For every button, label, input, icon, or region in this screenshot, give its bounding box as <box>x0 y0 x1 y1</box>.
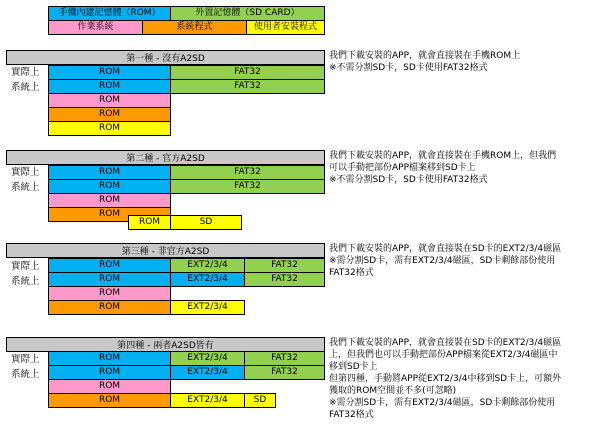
section-4-description: 我們下載安裝的APP，就會直接裝在SD卡的EXT2/3/4磁區 上，但我們也可以手動把部份APP檔案從EXT2/3/4磁區中 移到SD卡上 但第四種，手動將APP從EXT2/3/4中移到SD卡上，可額外 獲取的ROM空間並不多(可忽略) ※需分割SD卡，需有EXT2/3/4磁區，SD卡剩餘部份使用 FAT32格式 <box>329 338 562 420</box>
section-3-description: 我們下載安裝的APP，就會直接裝在SD卡的EXT2/3/4磁區 ※需分割SD卡，需有EXT2/3/4磁區，SD卡剩餘部份使用 FAT32格式 <box>329 244 562 278</box>
rom-actual-4: ROM <box>48 351 171 366</box>
legend-user-program: 使用者安裝程式 <box>246 20 325 35</box>
rom-actual-2: ROM <box>48 165 171 180</box>
rom-system-prog-1: ROM <box>48 107 171 122</box>
ext-system-4: EXT2/3/4 <box>170 365 245 380</box>
section-1-title: 第一種 - 沒有A2SD <box>6 50 325 65</box>
legend-external-memory: 外置記憶體（SD CARD） <box>170 6 325 21</box>
fat32-actual-2: FAT32 <box>170 165 325 180</box>
ext-actual-4: EXT2/3/4 <box>170 351 245 366</box>
rom-os-3: ROM <box>48 286 171 301</box>
fat32-actual-4: FAT32 <box>244 351 325 366</box>
label-system: 系統上 <box>11 82 40 93</box>
label-system: 系統上 <box>11 276 40 287</box>
sd-user-prog-4: SD <box>244 393 276 408</box>
fat32-actual-3: FAT32 <box>244 258 325 273</box>
section-3-title: 第三種 - 非官方A2SD <box>6 243 325 258</box>
label-actual: 實際上 <box>11 167 40 178</box>
legend-system-program: 系統程式 <box>142 20 247 35</box>
rom-system-1: ROM <box>48 79 171 94</box>
label-actual: 實際上 <box>11 261 40 272</box>
section-1-description: 我們下載安裝的APP，就會直接裝在手機ROM上 ※不需分割SD卡，SD卡使用FAT32格式 <box>329 51 521 73</box>
sd-user-prog-2: SD <box>170 215 242 230</box>
label-system: 系統上 <box>11 182 40 193</box>
label-actual: 實際上 <box>11 354 40 365</box>
rom-system-prog-4: ROM <box>48 393 171 408</box>
section-2-description: 我們下載安裝的APP，就會直接裝在手機ROM上，但我們 可以手動把部份APP檔案移到SD卡上 ※不需分割SD卡，SD卡使用FAT32格式 <box>329 151 557 185</box>
fat32-actual-1: FAT32 <box>170 65 325 80</box>
section-4-title: 第四種 - 兩者A2SD皆有 <box>6 337 325 352</box>
fat32-system-4: FAT32 <box>244 365 325 380</box>
ext-actual-3: EXT2/3/4 <box>170 258 245 273</box>
label-system: 系統上 <box>11 369 40 380</box>
rom-os-1: ROM <box>48 93 171 108</box>
rom-user-prog-2: ROM <box>128 215 171 230</box>
rom-user-prog-1: ROM <box>48 121 171 136</box>
ext-system-3: EXT2/3/4 <box>170 272 245 287</box>
legend-internal-memory: 手機內建記憶體（ROM） <box>48 6 171 21</box>
label-actual: 實際上 <box>11 67 40 78</box>
fat32-system-1: FAT32 <box>170 79 325 94</box>
rom-system-3: ROM <box>48 272 171 287</box>
rom-system-prog-2: ROM <box>48 207 171 222</box>
fat32-system-2: FAT32 <box>170 179 325 194</box>
rom-system-2: ROM <box>48 179 171 194</box>
rom-actual-1: ROM <box>48 65 171 80</box>
rom-actual-3: ROM <box>48 258 171 273</box>
section-2-title: 第二種 - 官方A2SD <box>6 150 325 165</box>
ext-user-prog-3: EXT2/3/4 <box>170 300 245 315</box>
fat32-system-3: FAT32 <box>244 272 325 287</box>
rom-os-2: ROM <box>48 193 171 208</box>
ext-user-prog-4: EXT2/3/4 <box>170 393 245 408</box>
rom-os-4: ROM <box>48 379 171 394</box>
legend-os: 作業系統 <box>48 20 143 35</box>
rom-system-4: ROM <box>48 365 171 380</box>
rom-system-prog-3: ROM <box>48 300 171 315</box>
